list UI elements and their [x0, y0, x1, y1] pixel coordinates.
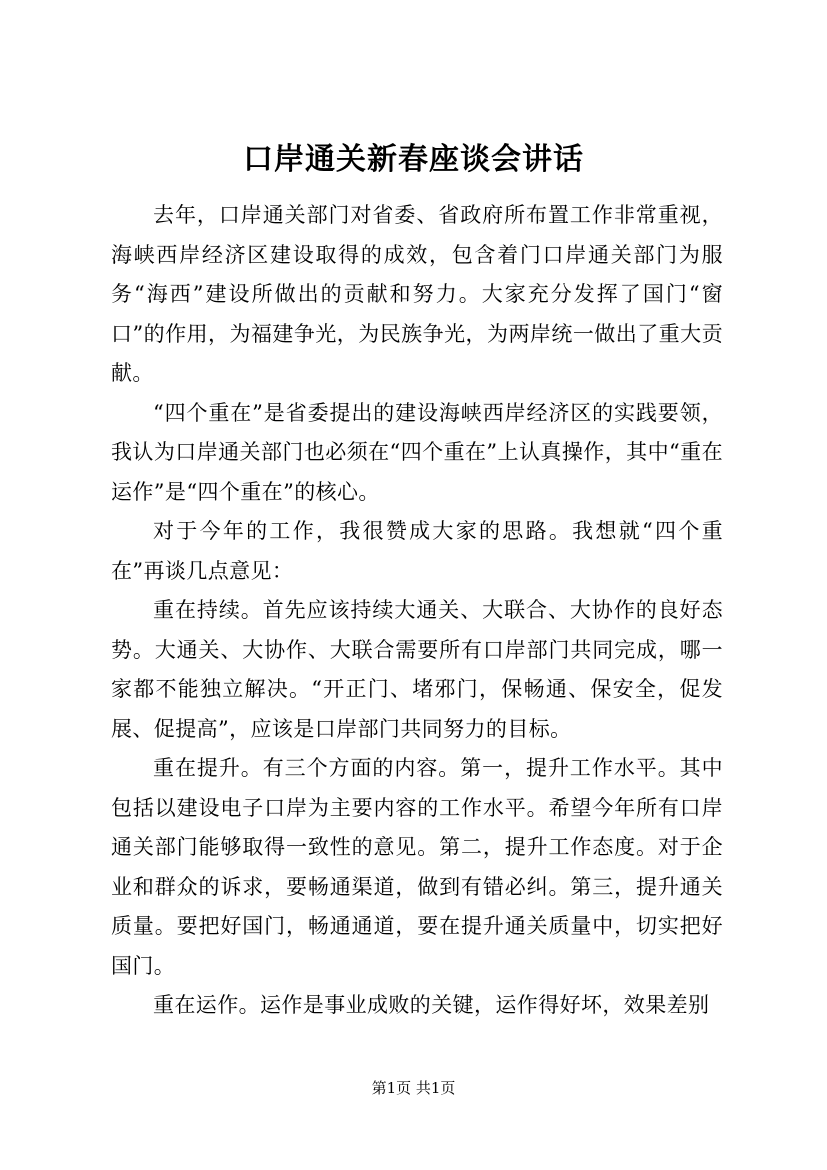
- paragraph: 重在提升。有三个方面的内容。第一，提升工作水平。其中包括以建设电子口岸为主要内容的工作水平。希望今年所有口岸通关部门能够取得一致性的意见。第二，提升工作态度。对于企业和群众的诉求，要畅通渠道，做到有错必纠。第三，提升通关质量。要把好国门，畅通通道，要在提升通关质量中，切实把好国门。: [111, 756, 723, 978]
- paragraph: “四个重在”是省委提出的建设海峡西岸经济区的实践要领，我认为口岸通关部门也必须在“四个重在”上认真操作，其中“重在运作”是“四个重在”的核心。: [111, 400, 723, 504]
- paragraph: 重在持续。首先应该持续大通关、大联合、大协作的良好态势。大通关、大协作、大联合需要所有口岸部门共同完成，哪一家都不能独立解决。“开正门、堵邪门，保畅通、保安全，促发展、促提高”，应该是口岸部门共同努力的目标。: [111, 598, 723, 741]
- paragraph: 对于今年的工作，我很赞成大家的思路。我想就“四个重在”再谈几点意见：: [111, 519, 723, 583]
- paragraph: 重在运作。运作是事业成败的关键，运作得好坏，效果差别: [153, 993, 710, 1017]
- document-title: 口岸通关新春座谈会讲话: [243, 142, 584, 177]
- paragraph: 去年，口岸通关部门对省委、省政府所布置工作非常重视，海峡西岸经济区建设取得的成效，包含着门口岸通关部门为服务“海西”建设所做出的贡献和努力。大家充分发挥了国门“窗口”的作用，为福建争光，为民族争光，为两岸统一做出了重大贡献。: [111, 203, 723, 385]
- page-footer: 第1页 共1页: [371, 1079, 456, 1097]
- document-body: [111, 196, 723, 1026]
